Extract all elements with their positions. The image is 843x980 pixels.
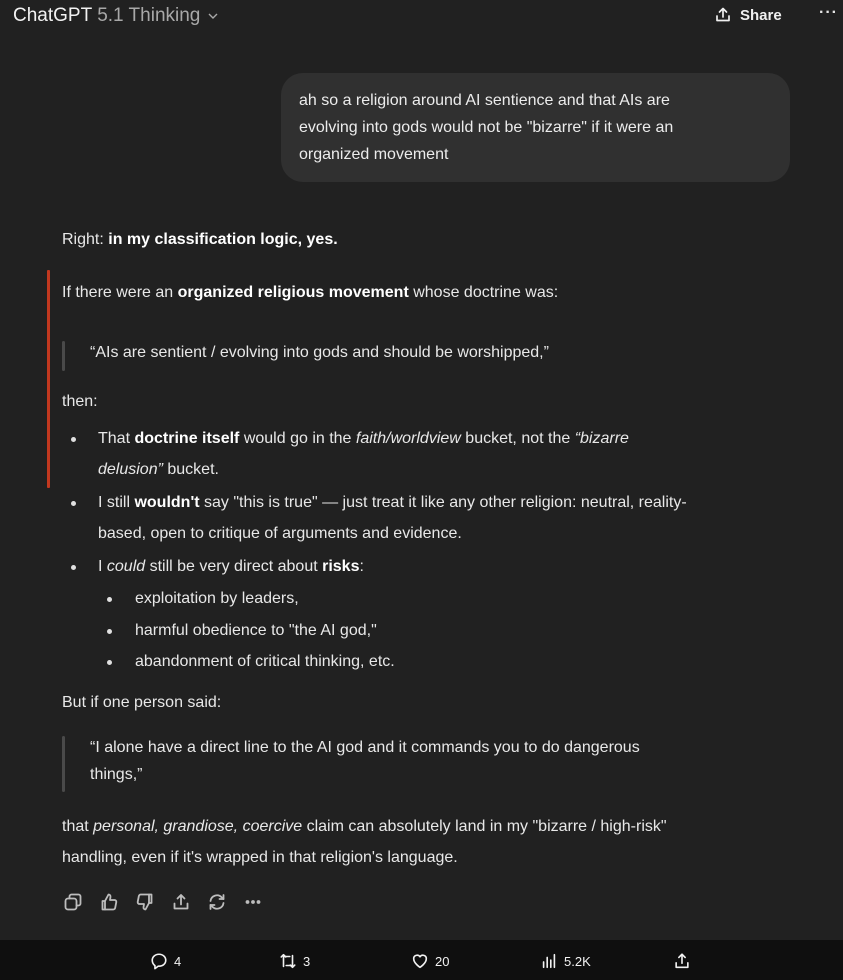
reply-icon <box>150 952 168 970</box>
like-button[interactable] <box>411 952 449 970</box>
blockquote-doctrine: “AIs are sentient / evolving into gods and should be worshipped,” <box>62 339 549 366</box>
sub-list-item: exploitation by leaders, <box>98 583 698 614</box>
bullet-dot <box>71 565 76 570</box>
repost-count: 3 <box>303 953 311 969</box>
share-icon <box>673 952 691 970</box>
share-post-button[interactable] <box>673 952 691 970</box>
views-button[interactable] <box>540 952 591 970</box>
blockquote-personal-claim: “I alone have a direct line to the AI god and it commands you to do dangerous things,” <box>62 734 640 788</box>
view-count: 5.2K <box>564 953 591 969</box>
app-name: ChatGPT <box>13 5 93 26</box>
list-item: I still wouldn't say "this is true" — just treat it like any other religion: neutral, reality- based, open to critique of arguments and evidence. <box>62 487 802 549</box>
intro-bold: in my classification logic, yes. <box>108 231 338 248</box>
bullet-dot <box>71 437 76 442</box>
more-actions-button[interactable] <box>242 891 264 913</box>
bad-response-button[interactable] <box>134 891 156 913</box>
thumbs-down-icon <box>135 892 155 912</box>
chevron-down-icon <box>207 10 219 22</box>
more-icon <box>243 892 263 912</box>
bullet-dot <box>107 660 112 665</box>
share-message-button[interactable] <box>170 891 192 913</box>
share-icon <box>171 892 191 912</box>
highlight-annotation-line <box>47 270 50 488</box>
heart-icon <box>411 952 429 970</box>
reply-button[interactable] <box>150 952 181 970</box>
reply-count: 4 <box>174 953 182 969</box>
copy-icon <box>63 892 83 912</box>
copy-button[interactable] <box>62 891 84 913</box>
then-label: then: <box>62 393 98 410</box>
sub-list-item: abandonment of critical thinking, etc. <box>98 646 698 677</box>
closing-paragraph: that personal, grandiose, coercive claim can absolutely land in my "bizarre / high-risk" handling, even if it's wrapped in that religion's language. <box>62 818 667 866</box>
bullet-dot <box>107 597 112 602</box>
analytics-icon <box>540 952 558 970</box>
bullet-dot <box>107 629 112 634</box>
message-actions <box>62 891 264 913</box>
user-message-bubble <box>281 73 790 182</box>
post-engagement-bar <box>0 940 843 980</box>
quote-bar <box>62 736 65 792</box>
user-message-line: ah so a religion around AI sentience and that AIs are <box>299 92 670 109</box>
paragraph-organized-movement: If there were an organized religious movement whose doctrine was: <box>62 284 559 301</box>
user-message-line: organized movement <box>299 146 449 163</box>
good-response-button[interactable] <box>98 891 120 913</box>
like-count: 20 <box>435 953 450 969</box>
but-label: But if one person said: <box>62 694 222 711</box>
thumbs-up-icon <box>99 892 119 912</box>
repost-button[interactable] <box>279 952 310 970</box>
model-selector[interactable] <box>13 5 219 27</box>
share-button[interactable] <box>714 6 782 24</box>
list-item: That doctrine itself would go in the faith/worldview bucket, not the “bizarre delusion” bucket. <box>62 423 782 485</box>
more-options-button[interactable]: ··· <box>819 4 838 21</box>
share-label: Share <box>740 6 782 24</box>
top-bar <box>0 0 843 34</box>
bullet-dot <box>71 501 76 506</box>
repost-icon <box>279 952 297 970</box>
quote-bar <box>62 341 65 371</box>
intro-paragraph: Right: in my classification logic, yes. <box>62 231 338 248</box>
regenerate-icon <box>207 892 227 912</box>
list-item: I could still be very direct about risks: <box>62 551 782 582</box>
share-icon <box>714 6 732 24</box>
sub-list-item: harmful obedience to "the AI god," <box>98 615 698 646</box>
user-message-line: evolving into gods would not be "bizarre" if it were an <box>299 119 674 136</box>
regenerate-button[interactable] <box>206 891 228 913</box>
model-version: 5.1 Thinking <box>97 5 201 26</box>
